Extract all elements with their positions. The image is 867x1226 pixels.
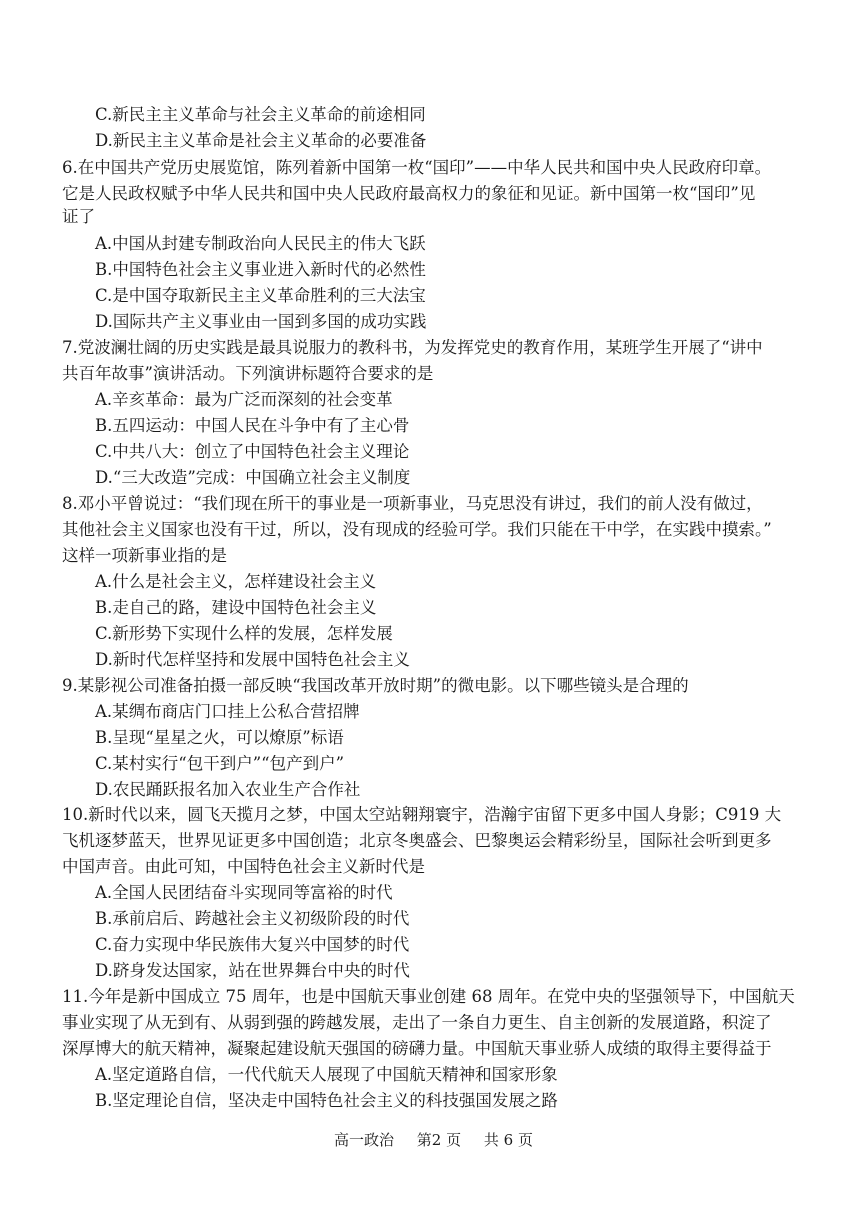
footer-page-number: 第2 页	[416, 1131, 462, 1149]
question-8-stem-line-3: 这样一项新事业指的是	[62, 546, 227, 565]
question-9-option-c: C.某村实行“包干到户”“包产到户”	[95, 754, 345, 773]
question-7-option-d: D.“三大改造”完成：中国确立社会主义制度	[95, 468, 411, 487]
question-11-stem-line-2: 事业实现了从无到有、从弱到强的跨越发展，走出了一条自力更生、自主创新的发展道路，积淀了	[62, 1013, 772, 1032]
question-7-stem-line-1: 7.党波澜壮阔的历史实践是最具说服力的教科书，为发挥党史的教育作用，某班学生开展了“讲中	[62, 338, 763, 357]
question-5-option-d: D.新民主主义革命是社会主义革命的必要准备	[95, 131, 427, 150]
question-10-stem-line-1: 10.新时代以来，圆飞天揽月之梦，中国太空站翱翔寰宇，浩瀚宇宙留下更多中国人身影；C919 大	[62, 805, 782, 824]
question-9-option-a: A.某绸布商店门口挂上公私合营招牌	[95, 702, 360, 721]
question-7-option-c: C.中共八大：创立了中国特色社会主义理论	[95, 442, 410, 461]
question-11-option-a: A.坚定道路自信，一代代航天人展现了中国航天精神和国家形象	[95, 1065, 558, 1084]
question-9-stem: 9.某影视公司准备拍摄一部反映“我国改革开放时期”的微电影。以下哪些镜头是合理的	[62, 676, 689, 695]
question-7-stem-line-2: 共百年故事”演讲活动。下列演讲标题符合要求的是	[62, 364, 434, 383]
question-10-option-b: B.承前启后、跨越社会主义初级阶段的时代	[95, 909, 410, 928]
question-11-stem-line-3: 深厚博大的航天精神，凝聚起建设航天强国的磅礴力量。中国航天事业骄人成绩的取得主要得益于	[62, 1039, 772, 1058]
question-9-option-d: D.农民踊跃报名加入农业生产合作社	[95, 780, 361, 799]
question-10-stem-line-2: 飞机逐梦蓝天，世界见证更多中国创造；北京冬奥盛会、巴黎奥运会精彩纷呈，国际社会听到更多	[62, 831, 772, 850]
question-11-option-b: B.坚定理论自信，坚决走中国特色社会主义的科技强国发展之路	[95, 1091, 558, 1110]
page-footer	[0, 1130, 867, 1150]
question-9-option-b: B.呈现“星星之火，可以燎原”标语	[95, 728, 344, 747]
question-8-stem-line-2: 其他社会主义国家也没有干过，所以，没有现成的经验可学。我们只能在干中学，在实践中摸索。”	[62, 520, 772, 539]
question-6-stem-line-1: 6.在中国共产党历史展览馆，陈列着新中国第一枚“国印”——中华人民共和国中央人民政府印章。	[62, 158, 772, 177]
question-6-option-b: B.中国特色社会主义事业进入新时代的必然性	[95, 260, 426, 279]
question-6-stem-line-3: 证了	[62, 207, 95, 226]
footer-total-pages: 共 6 页	[483, 1131, 533, 1149]
question-7-option-a: A.辛亥革命：最为广泛而深刻的社会变革	[95, 390, 393, 409]
footer-subject: 高一政治	[334, 1131, 395, 1149]
question-8-stem-line-1: 8.邓小平曾说过：“我们现在所干的事业是一项新事业，马克思没有讲过，我们的前人没有做过，	[62, 494, 763, 513]
question-6-option-a: A.中国从封建专制政治向人民民主的伟大飞跃	[95, 234, 426, 253]
question-6-option-c: C.是中国夺取新民主主义革命胜利的三大法宝	[95, 286, 426, 305]
question-10-option-d: D.跻身发达国家，站在世界舞台中央的时代	[95, 961, 410, 980]
question-8-option-b: B.走自己的路，建设中国特色社会主义	[95, 598, 377, 617]
question-10-stem-line-3: 中国声音。由此可知，中国特色社会主义新时代是	[62, 857, 425, 876]
question-7-option-b: B.五四运动：中国人民在斗争中有了主心骨	[95, 416, 410, 435]
question-8-option-d: D.新时代怎样坚持和发展中国特色社会主义	[95, 650, 410, 669]
question-5-option-c: C.新民主主义革命与社会主义革命的前途相同	[95, 105, 426, 124]
question-11-stem-line-1: 11.今年是新中国成立 75 周年，也是中国航天事业创建 68 周年。在党中央的坚强领导下，中国航天	[62, 987, 795, 1006]
question-6-option-d: D.国际共产主义事业由一国到多国的成功实践	[95, 312, 427, 331]
question-6-stem-line-2: 它是人民政权赋予中华人民共和国中央人民政府最高权力的象征和见证。新中国第一枚“国印”见	[62, 184, 756, 203]
question-8-option-c: C.新形势下实现什么样的发展，怎样发展	[95, 624, 393, 643]
question-10-option-c: C.奋力实现中华民族伟大复兴中国梦的时代	[95, 935, 410, 954]
question-10-option-a: A.全国人民团结奋斗实现同等富裕的时代	[95, 883, 393, 902]
question-8-option-a: A.什么是社会主义，怎样建设社会主义	[95, 572, 377, 591]
